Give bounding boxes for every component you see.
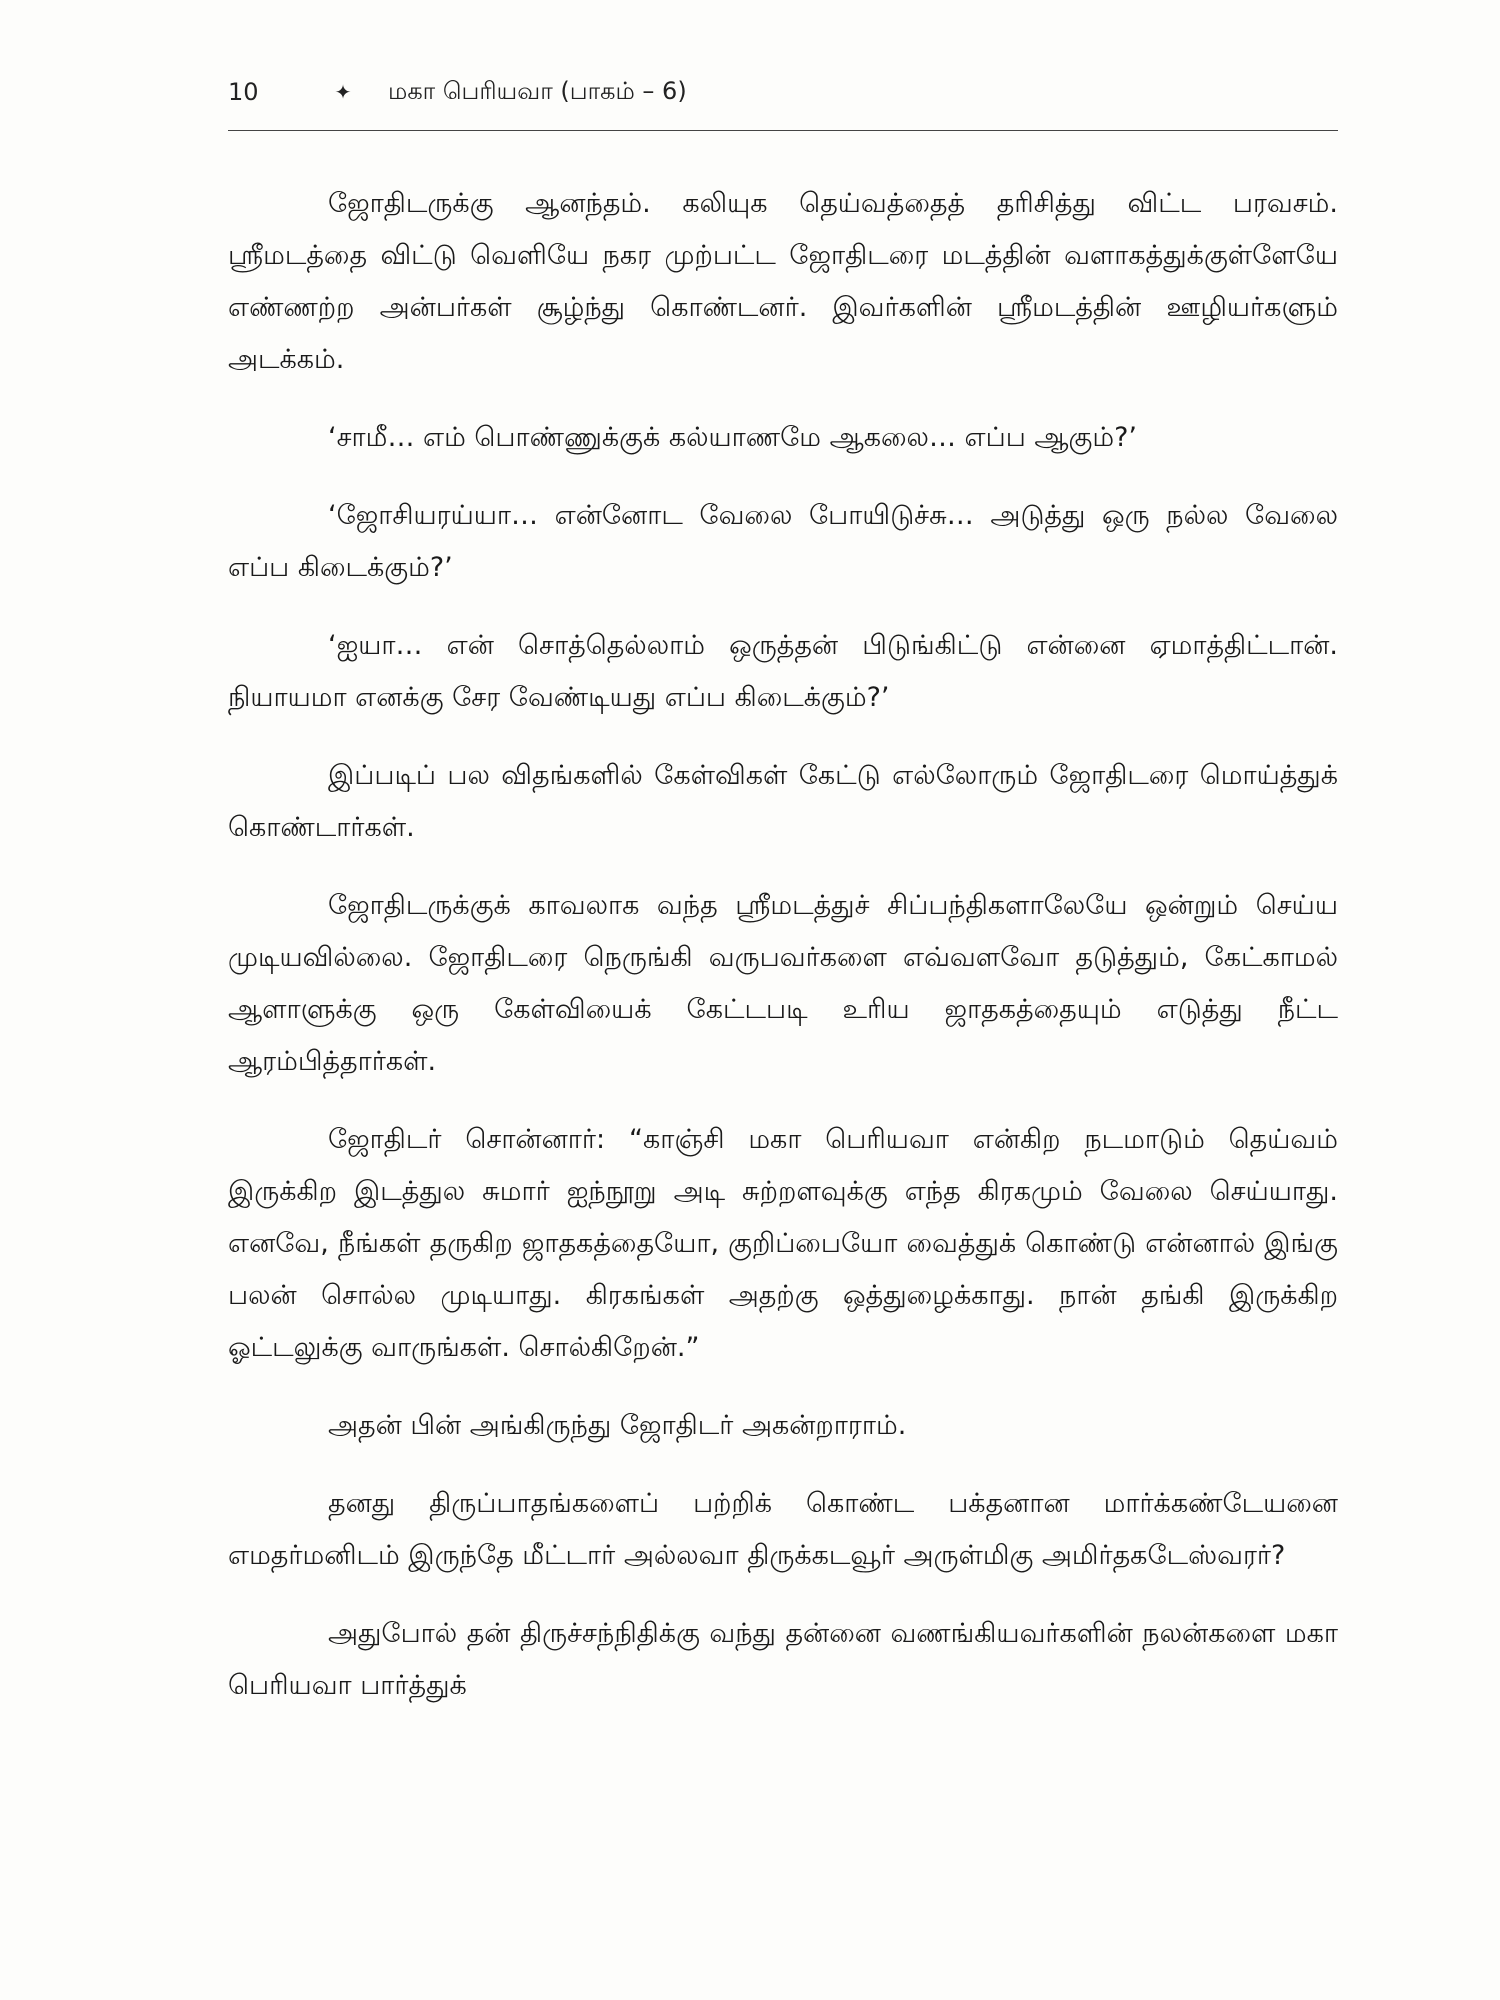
paragraph: ‘சாமீ… எம் பொண்ணுக்குக் கல்யாணமே ஆகலை… எப்ப ஆகும்?’ <box>328 422 1138 453</box>
paragraph: அதுபோல் தன் திருச்சந்நிதிக்கு வந்து தன்னை வணங்கியவர்களின் நலன்களை மகா பெரியவா பார்த்துக் <box>228 1618 1338 1701</box>
page-number: 10 <box>228 78 259 106</box>
running-header <box>228 72 1338 112</box>
paragraph: இப்படிப் பல விதங்களில் கேள்விகள் கேட்டு எல்லோரும் ஜோதிடரை மொய்த்துக் கொண்டார்கள். <box>228 760 1338 843</box>
paragraph: ‘ஐயா… என் சொத்தெல்லாம் ஒருத்தன் பிடுங்கிட்டு என்னை ஏமாத்திட்டான். நியாயமா எனக்கு சேர வேண்டியது எப்ப கிடைக்கும்?’ <box>228 630 1338 713</box>
header-divider <box>228 130 1338 131</box>
book-title: மகா பெரியவா (பாகம் – 6) <box>388 76 687 105</box>
paragraph: ஜோதிடர் சொன்னார்: “காஞ்சி மகா பெரியவா என்கிற நடமாடும் தெய்வம் இருக்கிற இடத்துல சுமார் ஐந்நூறு அடி சுற்றளவுக்கு எந்த கிரகமும் வேலை செய்யாது. எனவே, நீங்கள் தருகிற ஜாதகத்தையோ, குறிப்பையோ வைத்துக் கொண்டு என்னால் இங்கு பலன் சொல்ல முடியாது. கிரகங்கள் அதற்கு ஒத்துழைக்காது. நான் தங்கி இருக்கிற ஓட்டலுக்கு வாருங்கள். சொல்கிறேன்.” <box>228 1124 1338 1363</box>
star-ornament-icon: ✦ <box>334 80 352 104</box>
paragraph: அதன் பின் அங்கிருந்து ஜோதிடர் அகன்றாராம். <box>328 1410 907 1441</box>
paragraph: தனது திருப்பாதங்களைப் பற்றிக் கொண்ட பக்தனான மார்க்கண்டேயனை எமதர்மனிடம் இருந்தே மீட்டார் அல்லவா திருக்கடவூர் அருள்மிகு அமிர்தகடேஸ்வரர்? <box>228 1488 1338 1571</box>
paragraph: ‘ஜோசியரய்யா… என்னோட வேலை போயிடுச்சு… அடுத்து ஒரு நல்ல வேலை எப்ப கிடைக்கும்?’ <box>228 500 1338 583</box>
paragraph: ஜோதிடருக்கு ஆனந்தம். கலியுக தெய்வத்தைத் தரிசித்து விட்ட பரவசம். ஸ்ரீமடத்தை விட்டு வெளியே நகர முற்பட்ட ஜோதிடரை மடத்தின் வளாகத்துக்குள்ளேயே எண்ணற்ற அன்பர்கள் சூழ்ந்து கொண்டனர். இவர்களின் ஸ்ரீமடத்தின் ஊழியர்களும் அடக்கம். <box>228 188 1338 375</box>
body-text <box>228 178 1338 1712</box>
paragraph: ஜோதிடருக்குக் காவலாக வந்த ஸ்ரீமடத்துச் சிப்பந்திகளாலேயே ஒன்றும் செய்ய முடியவில்லை. ஜோதிடரை நெருங்கி வருபவர்களை எவ்வளவோ தடுத்தும், கேட்காமல் ஆளாளுக்கு ஒரு கேள்வியைக் கேட்டபடி உரிய ஜாதகத்தையும் எடுத்து நீட்ட ஆரம்பித்தார்கள். <box>228 890 1338 1077</box>
